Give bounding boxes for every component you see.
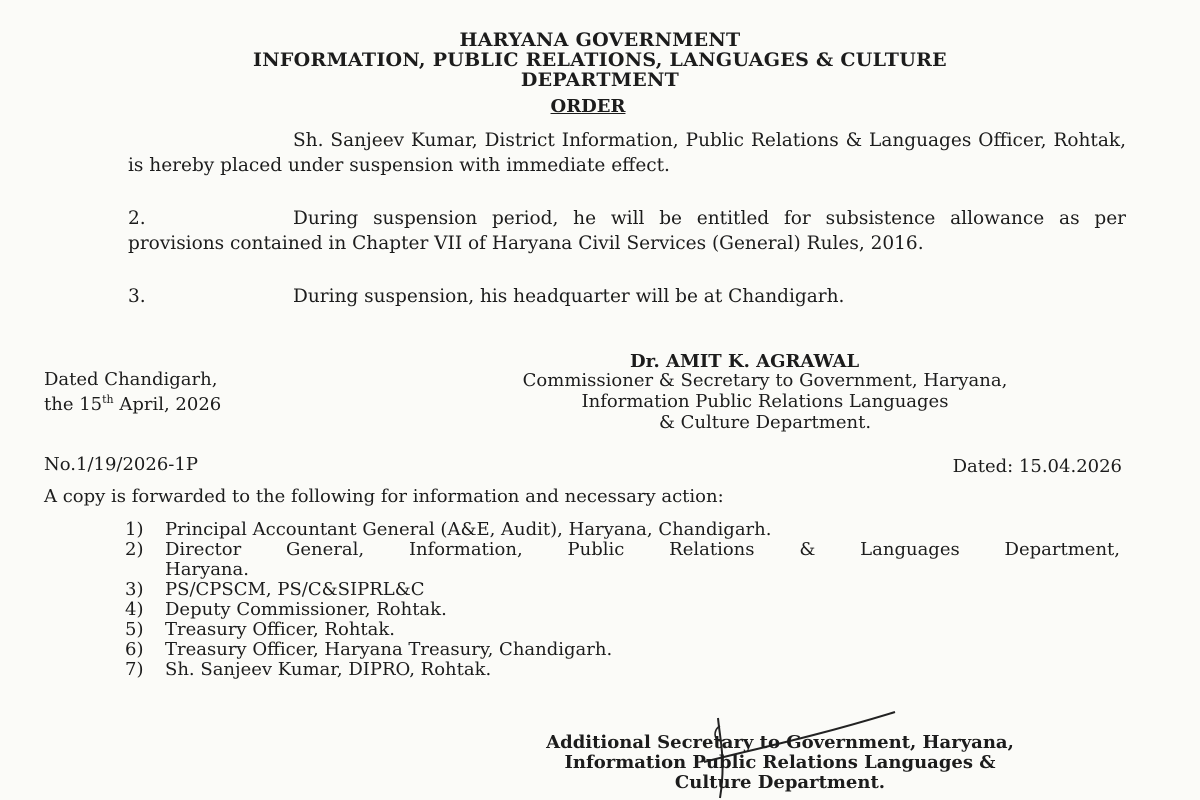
- list-item-text: Director General, Information, Public Relations & Languages Department, Haryana.: [165, 539, 1120, 580]
- list-item-number: 7): [125, 659, 144, 680]
- list-item: [125, 540, 1120, 580]
- paragraph-1: [128, 128, 1126, 178]
- recipient-list: [125, 520, 1120, 680]
- signer-line-3: & Culture Department.: [658, 412, 872, 433]
- footer-line-2: Information Public Relations Languages &: [564, 752, 996, 773]
- paragraph-2-text: During suspension period, he will be entitled for subsistence allowance as per provisions contained in Chapter VII of Haryana Civil Services (General) Rules, 2016.: [128, 208, 1126, 254]
- list-item: [125, 600, 1120, 620]
- paragraph-3-text: During suspension, his headquarter will be at Chandigarh.: [293, 286, 845, 307]
- signer-name: Dr. AMIT K. AGRAWAL: [630, 351, 860, 372]
- list-item-text: Sh. Sanjeev Kumar, DIPRO, Rohtak.: [165, 659, 492, 680]
- footer-line-1: Additional Secretary to Government, Haryana,: [546, 732, 1014, 753]
- header-line-1: HARYANA GOVERNMENT: [459, 29, 741, 51]
- paragraph-3: [128, 284, 1126, 309]
- dated-day: the 15: [44, 394, 103, 415]
- paragraph-2: [128, 206, 1126, 256]
- order-title: ORDER: [550, 96, 626, 117]
- list-item-number: 3): [125, 579, 144, 600]
- header-line-2: INFORMATION, PUBLIC RELATIONS, LANGUAGES & CULTURE: [253, 49, 947, 71]
- list-item-number: 4): [125, 599, 144, 620]
- list-item-text: Treasury Officer, Haryana Treasury, Chandigarh.: [165, 639, 613, 660]
- dated-place: [44, 370, 221, 415]
- dated-place-line-2: [44, 390, 221, 415]
- dated-day-suffix: th: [102, 393, 114, 406]
- list-item-number: 6): [125, 639, 144, 660]
- list-item-number: 1): [125, 519, 144, 540]
- dated-place-line-1: Dated Chandigarh,: [44, 369, 218, 390]
- list-item: [125, 520, 1120, 540]
- list-item: [125, 580, 1120, 600]
- signer-line-1: Commissioner & Secretary to Government, Haryana,: [522, 370, 1008, 391]
- list-item-text: Treasury Officer, Rohtak.: [165, 619, 396, 640]
- list-item-number: 2): [125, 539, 144, 560]
- signer-designation: [400, 370, 1130, 433]
- list-item: [125, 660, 1120, 680]
- footer-designation: [440, 733, 1120, 793]
- dated-month-year: April, 2026: [113, 394, 222, 415]
- list-item: [125, 620, 1120, 640]
- list-item-text: Deputy Commissioner, Rohtak.: [165, 599, 447, 620]
- signer-line-2: Information Public Relations Languages: [581, 391, 949, 412]
- reference-number: No.1/19/2026-1P: [44, 454, 198, 475]
- list-item-number: 5): [125, 619, 144, 640]
- paragraph-1-text: Sh. Sanjeev Kumar, District Information, Public Relations & Languages Officer, Rohtak, is hereby placed under suspension with immediate effect.: [128, 130, 1126, 176]
- footer-line-3: Culture Department.: [674, 772, 886, 793]
- forward-text: A copy is forwarded to the following for information and necessary action:: [44, 486, 724, 507]
- reference-date: Dated: 15.04.2026: [952, 456, 1122, 477]
- paragraph-2-number: 2.: [128, 208, 146, 229]
- list-item-text: PS/CPSCM, PS/C&SIPRL&C: [165, 579, 425, 600]
- list-item-text: Principal Accountant General (A&E, Audit), Haryana, Chandigarh.: [165, 519, 772, 540]
- header-line-3: DEPARTMENT: [520, 69, 680, 91]
- department-header: [0, 30, 1200, 90]
- list-item: [125, 640, 1120, 660]
- paragraph-3-number: 3.: [128, 286, 146, 307]
